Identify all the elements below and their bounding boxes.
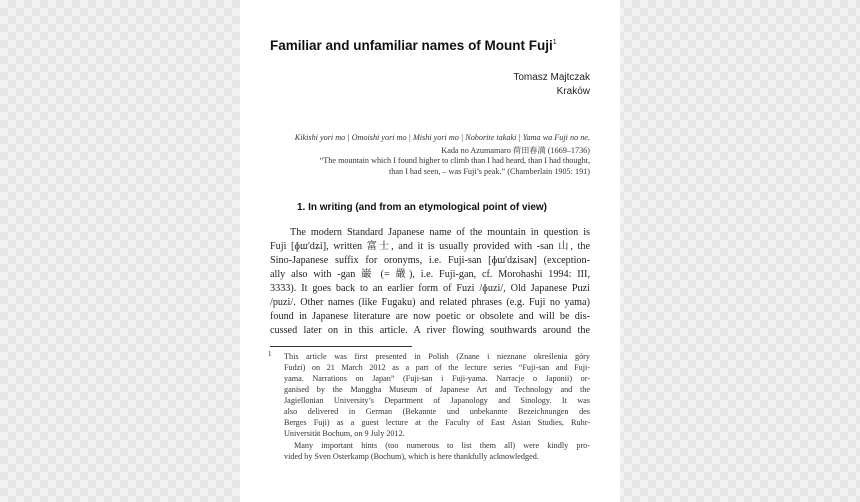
epigraph-attribution: Kada no Azumamaro 荷田春満 (1669–1736)	[441, 146, 590, 155]
footnote-line: Berges Fuji) as a guest lecture at the Faculty of East Asian Studies, Ruhr-	[284, 418, 590, 427]
body-line: The modern Standard Japanese name of the mountain in question is	[290, 227, 590, 238]
footnote-line: Universität Bochum, on 9 July 2012.	[284, 429, 405, 438]
footnote-line: vided by Sven Osterkamp (Bochum), which is here thankfully acknowledged.	[284, 452, 539, 461]
body-line: cussed later on in this article. A river flowing southwards around the	[270, 325, 590, 336]
body-line: 3333). It goes back to an earlier form of Fuzi /ɸuzi/, Old Japanese Puzi	[270, 283, 590, 294]
body-line: Fuji [ɸɯ'dʑi], written 富士, and it is usually provided with -san 山, the	[270, 241, 590, 252]
epigraph-translation-line-1: “The mountain which I found higher to climb than I had heard, than I had thought,	[319, 156, 590, 165]
epigraph-translation-line-2: than I had seen, – was Fuji’s peak.” (Chamberlain 1905: 191)	[388, 167, 590, 176]
footnote-line: Jagiellonian University’s Department of Japanology and Sinology. It was	[284, 396, 590, 405]
footnote-line: This article was first presented in Polish (Znane i nieznane określenia góry	[284, 352, 590, 361]
footnote-line: also delivered in German (Bekannte und unbekannte Bezeichnungen des	[284, 407, 590, 416]
footnote-number: 1	[268, 350, 272, 358]
body-line: ally also with -gan 巌 (= 嚴), i.e. Fuji-gan, cf. Morohashi 1994: III,	[270, 269, 590, 280]
section-heading: 1. In writing (and from an etymological point of view)	[297, 202, 548, 213]
body-line: /puzi/. Other names (like Fugaku) and related phrases (e.g. Fuji no yama)	[270, 297, 590, 308]
footnote-separator	[270, 346, 412, 347]
footnote-line: Fudzi) on 21 March 2012 as a part of the lecture series “Fuji-san and Fuji-	[284, 363, 590, 372]
author-name: Tomasz Majtczak	[513, 72, 590, 83]
footnote-line: Many important hints (too numerous to list them all) were kindly pro-	[294, 441, 590, 450]
epigraph-poem: Kikishi yori mo | Omoishi yori mo | Mishi yori mo | Noborite takaki | Yama wa Fuji no ne.	[294, 133, 590, 142]
footnote-line: yama. Narrations on Japan” (Fuji-san i Fuji-yama. Narracje o Japonii) or-	[284, 374, 590, 383]
title-footnote-marker: 1	[552, 39, 557, 46]
body-line: found in Japanese literature are now poetic or obsolete and will be dis-	[270, 311, 590, 322]
author-affiliation: Kraków	[556, 86, 590, 97]
footnote-line: ganised by the Manggha Museum of Japanese Art and Technology and the	[284, 385, 590, 394]
article-title: Familiar and unfamiliar names of Mount Fuji$^1$	[270, 38, 557, 53]
body-line: Sino-Japanese suffix for oronyms, i.e. Fuji-san [ɸɯ'dʑisaɴ] (exception-	[270, 255, 590, 266]
